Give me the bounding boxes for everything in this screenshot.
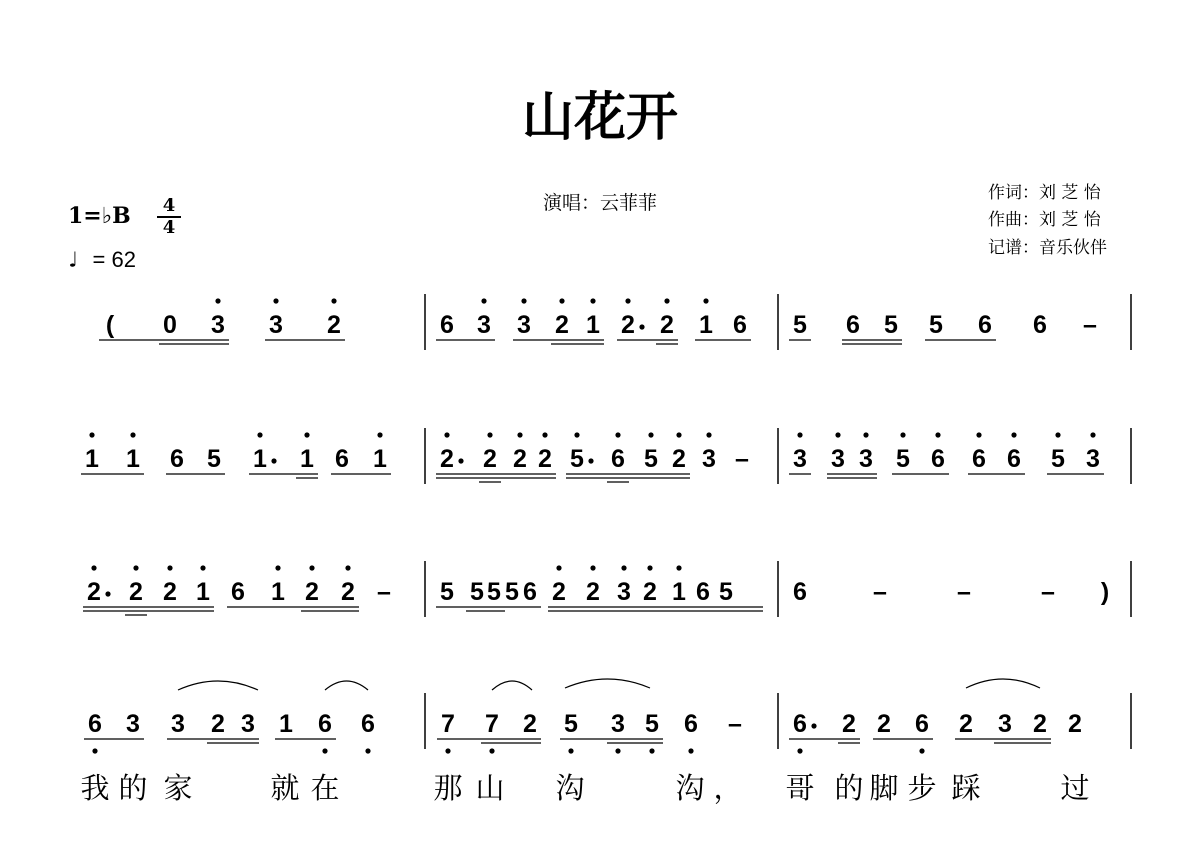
- quarter-note-icon: ♩: [66, 248, 80, 273]
- note: 2: [523, 710, 537, 738]
- octave-down-dot: [688, 748, 693, 753]
- octave-up-dot: [590, 298, 595, 303]
- note: 6: [523, 578, 537, 606]
- song-title: 山花开: [521, 87, 678, 148]
- dash-hold: –: [1083, 311, 1097, 339]
- note: 6: [846, 311, 860, 339]
- note: 1: [85, 445, 99, 473]
- note: 6: [684, 710, 698, 738]
- note: 1: [271, 578, 285, 606]
- octave-down-dot: [489, 748, 494, 753]
- note: 6: [1007, 445, 1021, 473]
- slur: [178, 681, 258, 690]
- note: 5: [929, 311, 943, 339]
- note: 1: [699, 311, 713, 339]
- close-paren: ): [1100, 578, 1110, 606]
- octave-up-dot: [703, 298, 708, 303]
- octave-up-dot: [1090, 432, 1095, 437]
- note: 5: [440, 578, 454, 606]
- note: 7: [485, 710, 499, 738]
- octave-up-dot: [487, 432, 492, 437]
- note: 1: [373, 445, 387, 473]
- octave-up-dot: [521, 298, 526, 303]
- note: 6: [733, 311, 747, 339]
- note: 6: [793, 578, 807, 606]
- note: 2: [555, 311, 569, 339]
- note: 3: [126, 710, 140, 738]
- note: 2: [672, 445, 686, 473]
- note: 2: [1068, 710, 1082, 738]
- note: 3: [617, 578, 631, 606]
- note: 3: [793, 445, 807, 473]
- lyric-char: 的: [118, 771, 148, 805]
- octave-down-dot: [365, 748, 370, 753]
- note: 1: [126, 445, 140, 473]
- octave-up-dot: [664, 298, 669, 303]
- octave-up-dot: [273, 298, 278, 303]
- note: 2: [483, 445, 497, 473]
- dash-hold: –: [1041, 578, 1055, 606]
- note: 3: [998, 710, 1012, 738]
- note: 2: [643, 578, 657, 606]
- octave-up-dot: [863, 432, 868, 437]
- note: 2: [660, 311, 674, 339]
- note: 2: [513, 445, 527, 473]
- time-signature-denominator: 4: [162, 217, 176, 238]
- dash-hold: –: [377, 578, 391, 606]
- note: 7: [441, 710, 455, 738]
- octave-down-dot: [797, 748, 802, 753]
- dash-hold: –: [957, 578, 971, 606]
- slur: [565, 679, 650, 688]
- lyric-char: 的: [834, 771, 864, 805]
- note: 2: [440, 445, 454, 473]
- augmentation-dot: [588, 458, 593, 463]
- octave-up-dot: [331, 298, 336, 303]
- tempo-value: = 62: [92, 247, 136, 272]
- lyric-char: 沟: [675, 771, 705, 805]
- slur: [966, 679, 1040, 688]
- note: 3: [859, 445, 873, 473]
- octave-up-dot: [1055, 432, 1060, 437]
- octave-up-dot: [304, 432, 309, 437]
- octave-down-dot: [322, 748, 327, 753]
- note: 3: [211, 311, 225, 339]
- octave-up-dot: [215, 298, 220, 303]
- note: 6: [793, 710, 807, 738]
- note: 3: [241, 710, 255, 738]
- note: 1: [672, 578, 686, 606]
- note: 6: [696, 578, 710, 606]
- octave-up-dot: [133, 565, 138, 570]
- augmentation-dot: [271, 458, 276, 463]
- octave-up-dot: [130, 432, 135, 437]
- octave-up-dot: [275, 565, 280, 570]
- octave-down-dot: [568, 748, 573, 753]
- octave-down-dot: [919, 748, 924, 753]
- note: 3: [1086, 445, 1100, 473]
- octave-up-dot: [309, 565, 314, 570]
- octave-up-dot: [89, 432, 94, 437]
- lyric-char: 就: [270, 771, 300, 805]
- note: 3: [269, 311, 283, 339]
- octave-up-dot: [625, 298, 630, 303]
- transcriber-credit: 记谱：音乐伙伴: [988, 238, 1107, 258]
- lyric-char: 我: [80, 771, 110, 805]
- note: 2: [959, 710, 973, 738]
- augmentation-dot: [811, 723, 816, 728]
- octave-up-dot: [676, 565, 681, 570]
- note: 1: [196, 578, 210, 606]
- key-signature: 1=♭B: [68, 203, 131, 229]
- note: 1: [253, 445, 267, 473]
- octave-up-dot: [444, 432, 449, 437]
- note: 5: [207, 445, 221, 473]
- note: 5: [884, 311, 898, 339]
- note: 6: [335, 445, 349, 473]
- octave-up-dot: [706, 432, 711, 437]
- lyric-char: 过: [1060, 771, 1090, 805]
- note: 0: [163, 311, 177, 339]
- octave-up-dot: [615, 432, 620, 437]
- octave-up-dot: [976, 432, 981, 437]
- singer-credit: 演唱：云菲菲: [542, 192, 657, 214]
- note: 3: [517, 311, 531, 339]
- note: 5: [896, 445, 910, 473]
- octave-up-dot: [556, 565, 561, 570]
- octave-up-dot: [200, 565, 205, 570]
- note: 6: [440, 311, 454, 339]
- note: 5: [719, 578, 733, 606]
- octave-up-dot: [559, 298, 564, 303]
- octave-up-dot: [377, 432, 382, 437]
- composer-credit: 作曲：刘 芝 怡: [988, 210, 1101, 230]
- dash-hold: –: [873, 578, 887, 606]
- octave-down-dot: [649, 748, 654, 753]
- note: 5: [470, 578, 484, 606]
- slur: [492, 681, 532, 690]
- octave-up-dot: [835, 432, 840, 437]
- octave-up-dot: [257, 432, 262, 437]
- octave-down-dot: [445, 748, 450, 753]
- note: 5: [793, 311, 807, 339]
- lyricist-credit: 作词：刘 芝 怡: [988, 183, 1101, 203]
- note: 6: [88, 710, 102, 738]
- octave-up-dot: [574, 432, 579, 437]
- note: 2: [586, 578, 600, 606]
- octave-down-dot: [92, 748, 97, 753]
- note: 5: [645, 710, 659, 738]
- octave-up-dot: [345, 565, 350, 570]
- time-signature-numerator: 4: [162, 195, 176, 216]
- lyric-char: 哥: [785, 771, 815, 805]
- note: 6: [931, 445, 945, 473]
- note: 2: [211, 710, 225, 738]
- dash-hold: –: [735, 445, 749, 473]
- octave-up-dot: [167, 565, 172, 570]
- note: 6: [611, 445, 625, 473]
- lyric-char: 山: [475, 771, 505, 805]
- note: 2: [129, 578, 143, 606]
- lyric-char: 踩: [951, 771, 981, 805]
- note: 1: [279, 710, 293, 738]
- octave-up-dot: [648, 432, 653, 437]
- octave-up-dot: [676, 432, 681, 437]
- lyric-char: 沟: [555, 771, 585, 805]
- note: 3: [171, 710, 185, 738]
- octave-up-dot: [481, 298, 486, 303]
- augmentation-dot: [639, 324, 644, 329]
- note: 6: [361, 710, 375, 738]
- octave-up-dot: [797, 432, 802, 437]
- octave-up-dot: [647, 565, 652, 570]
- lyric-char: 家: [163, 771, 193, 805]
- note: 5: [564, 710, 578, 738]
- note: 5: [644, 445, 658, 473]
- octave-up-dot: [542, 432, 547, 437]
- note: 1: [300, 445, 314, 473]
- slur: [325, 681, 368, 690]
- lyric-char: 脚: [869, 771, 899, 805]
- note: 2: [842, 710, 856, 738]
- note: 3: [477, 311, 491, 339]
- note: 5: [487, 578, 501, 606]
- lyric-char: 步: [907, 771, 937, 805]
- note: 3: [611, 710, 625, 738]
- note: 2: [327, 311, 341, 339]
- note: 2: [552, 578, 566, 606]
- note: 6: [318, 710, 332, 738]
- augmentation-dot: [105, 591, 110, 596]
- note: 2: [1033, 710, 1047, 738]
- open-paren: (: [105, 311, 115, 339]
- note: 1: [586, 311, 600, 339]
- lyric-char: 那: [433, 771, 463, 805]
- note: 2: [538, 445, 552, 473]
- note: 2: [621, 311, 635, 339]
- note: 2: [87, 578, 101, 606]
- octave-up-dot: [91, 565, 96, 570]
- note: 2: [877, 710, 891, 738]
- octave-up-dot: [900, 432, 905, 437]
- note: 6: [972, 445, 986, 473]
- note: 2: [341, 578, 355, 606]
- note: 6: [231, 578, 245, 606]
- octave-up-dot: [590, 565, 595, 570]
- note: 6: [915, 710, 929, 738]
- lyric-char: 在: [310, 771, 340, 805]
- octave-up-dot: [1011, 432, 1016, 437]
- note: 2: [305, 578, 319, 606]
- lyric-char: ，: [713, 771, 743, 805]
- octave-down-dot: [615, 748, 620, 753]
- octave-up-dot: [935, 432, 940, 437]
- note: 6: [170, 445, 184, 473]
- augmentation-dot: [458, 458, 463, 463]
- note: 3: [702, 445, 716, 473]
- dash-hold: –: [728, 710, 742, 738]
- note: 6: [1033, 311, 1047, 339]
- octave-up-dot: [517, 432, 522, 437]
- note: 2: [163, 578, 177, 606]
- note: 5: [1051, 445, 1065, 473]
- note: 6: [978, 311, 992, 339]
- octave-up-dot: [621, 565, 626, 570]
- note: 5: [570, 445, 584, 473]
- note: 3: [831, 445, 845, 473]
- note: 5: [505, 578, 519, 606]
